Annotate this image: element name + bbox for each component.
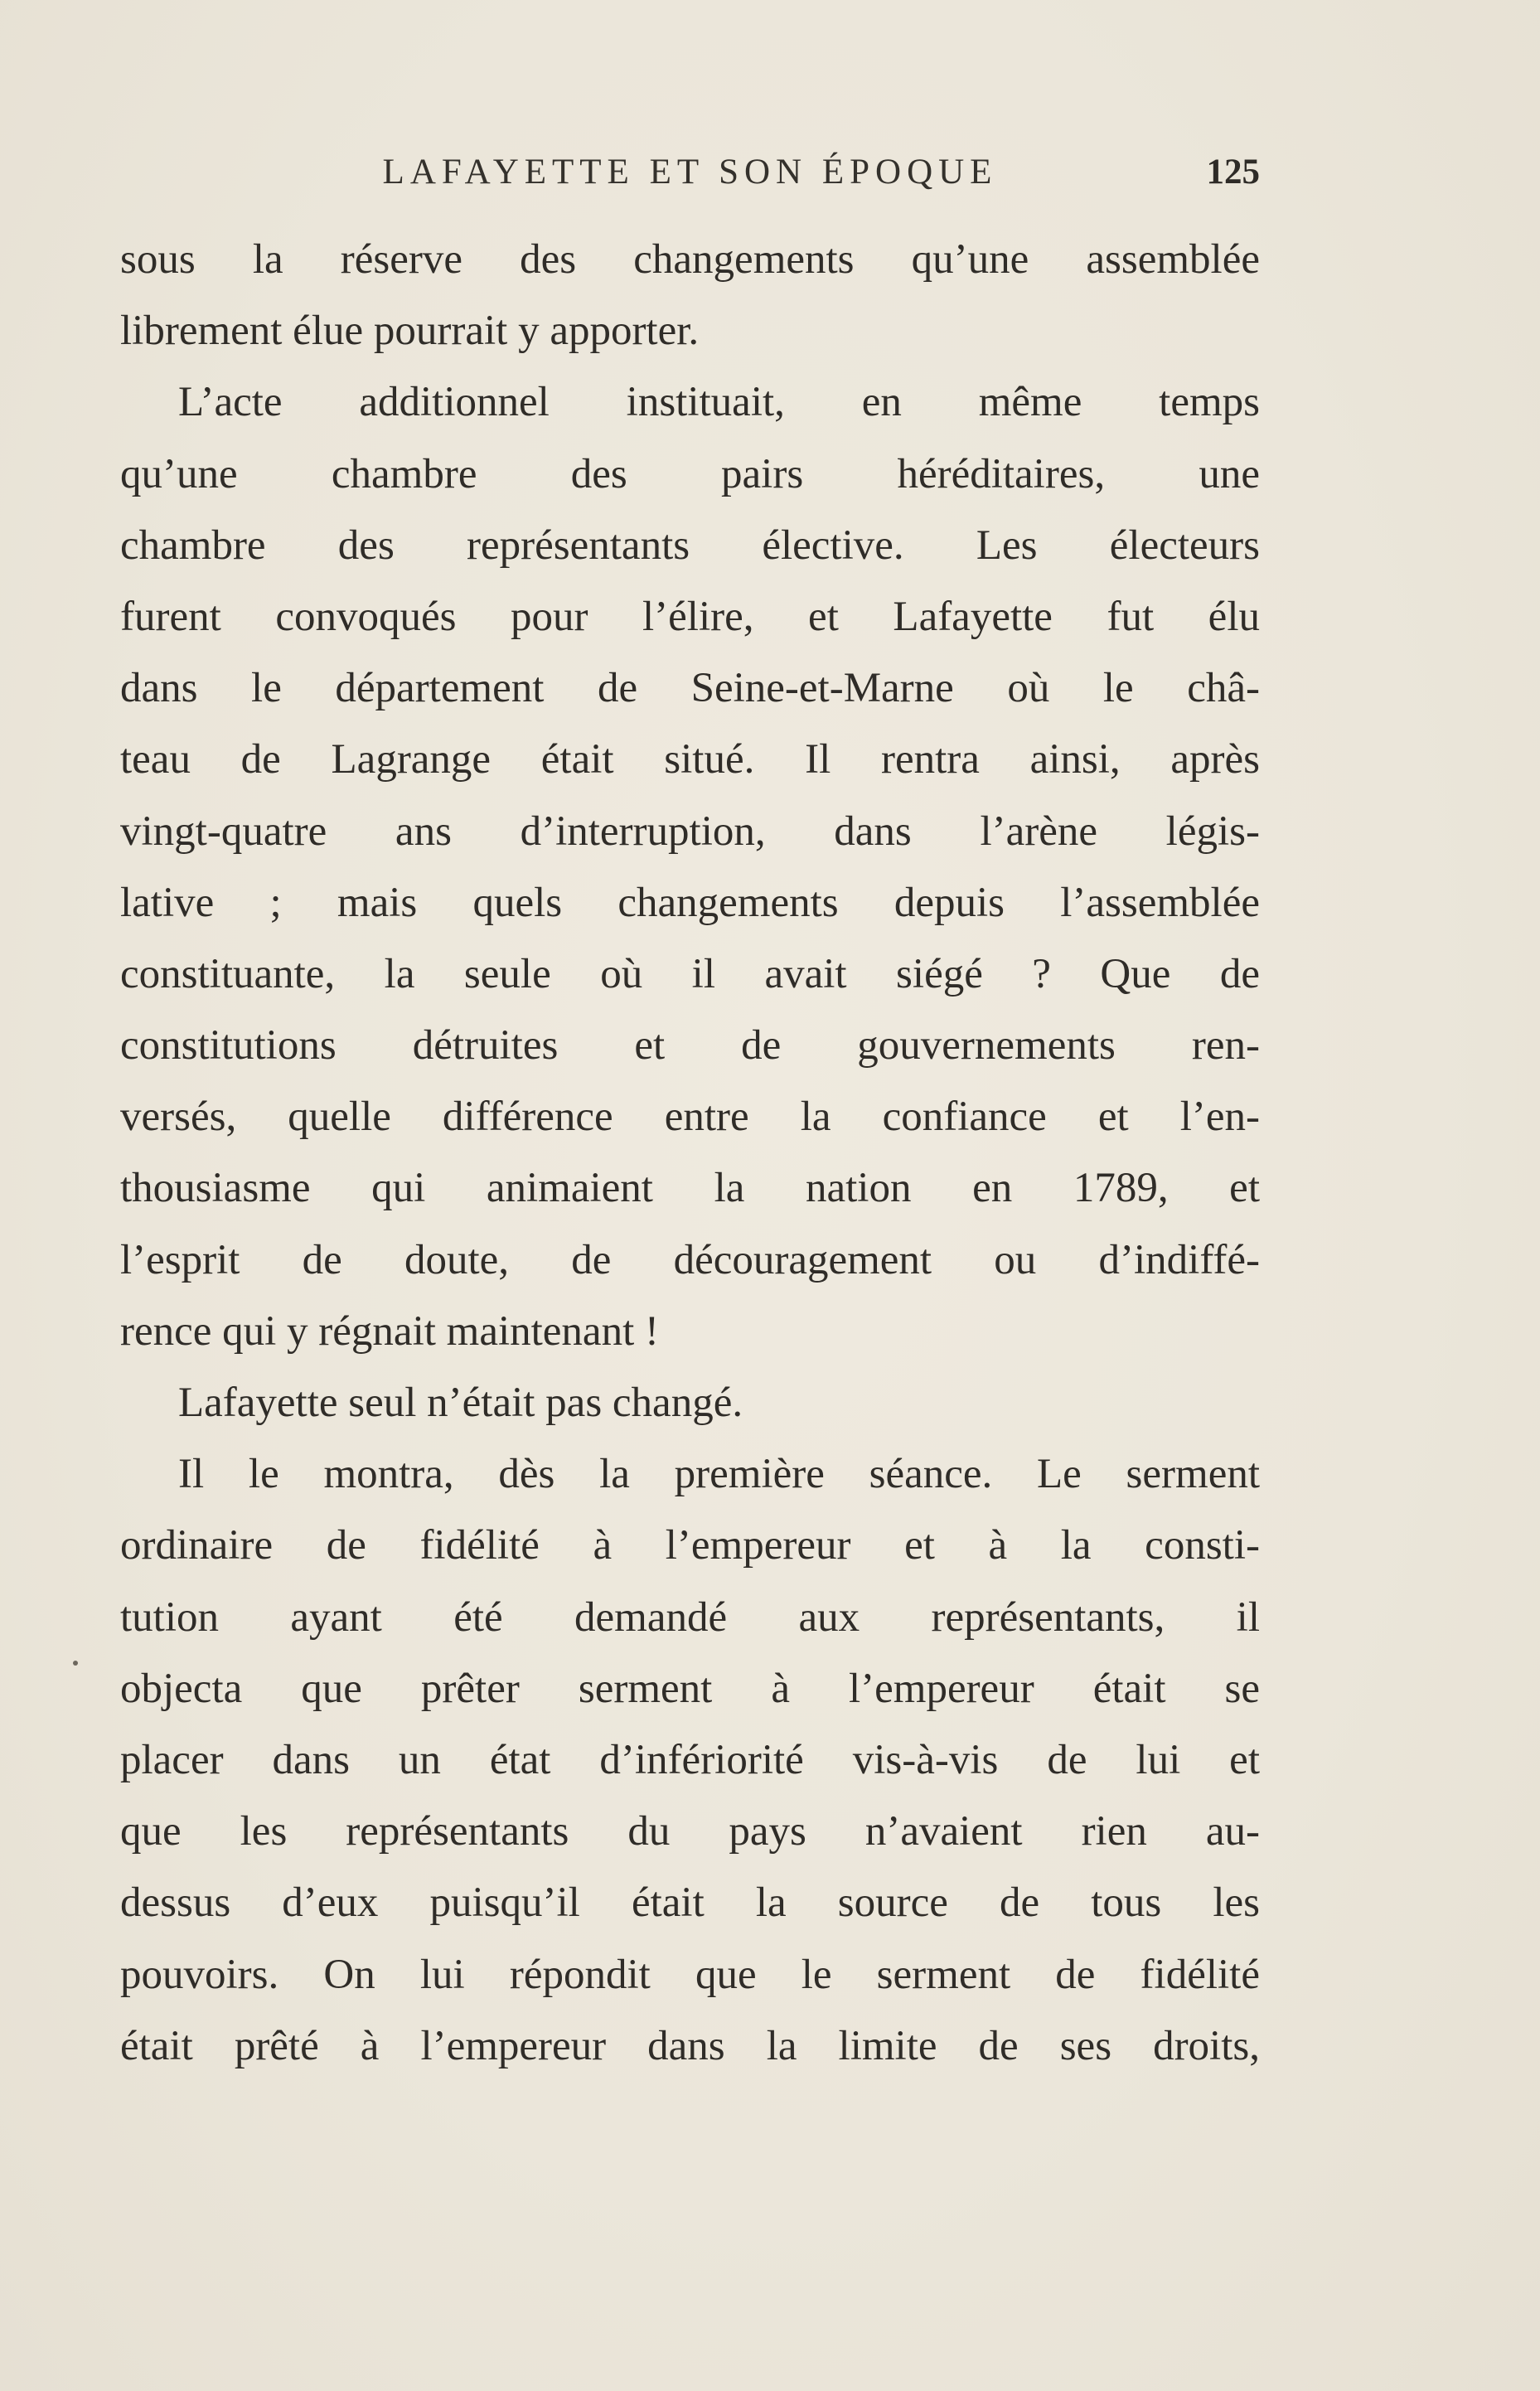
text-line: furent convoqués pour l’élire, et Lafayette fut élu bbox=[120, 593, 1260, 640]
text-line: lative ; mais quels changements depuis l’assemblée bbox=[120, 879, 1260, 926]
text-line: objecta que prêter serment à l’empereur était se bbox=[120, 1665, 1260, 1712]
text-line: que les représentants du pays n’avaient rien au- bbox=[120, 1808, 1260, 1855]
text-line: versés, quelle différence entre la confiance et l’en- bbox=[120, 1094, 1260, 1141]
text-line: ordinaire de fidélité à l’empereur et à la consti- bbox=[120, 1522, 1260, 1569]
text-line: Il le montra, dès la première séance. Le serment bbox=[178, 1451, 1260, 1498]
text-line: chambre des représentants élective. Les électeurs bbox=[120, 521, 1260, 569]
text-line: rence qui y régnait maintenant ! bbox=[120, 1307, 659, 1355]
text-line: placer dans un état d’infériorité vis-à-vis de lui et bbox=[120, 1736, 1260, 1783]
body-text bbox=[120, 224, 1260, 2082]
text-line: dessus d’eux puisqu’il était la source de tous les bbox=[120, 1879, 1260, 1927]
text-line: L’acte additionnel instituait, en même temps bbox=[178, 379, 1260, 426]
text-line: dans le département de Seine-et-Marne où le châ- bbox=[120, 665, 1260, 712]
text-line: librement élue pourrait y apporter. bbox=[120, 308, 700, 355]
running-head bbox=[120, 148, 1260, 197]
text-line: constitutions détruites et de gouvernements ren- bbox=[120, 1022, 1260, 1069]
text-line: tution ayant été demandé aux représentants, il bbox=[120, 1593, 1260, 1641]
text-line: qu’une chambre des pairs héréditaires, une bbox=[120, 450, 1260, 497]
margin-mark bbox=[73, 1661, 78, 1666]
page-number: 125 bbox=[1206, 153, 1260, 192]
text-line: vingt-quatre ans d’interruption, dans l’arène légis- bbox=[120, 808, 1260, 855]
text-line: thousiasme qui animaient la nation en 1789, et bbox=[120, 1165, 1260, 1212]
text-line: sous la réserve des changements qu’une assemblée bbox=[120, 236, 1260, 283]
text-line: pouvoirs. On lui répondit que le serment de fidélité bbox=[120, 1951, 1260, 1998]
text-line: Lafayette seul n’était pas changé. bbox=[178, 1380, 743, 1426]
text-line: était prêté à l’empereur dans la limite de ses droits, bbox=[120, 2022, 1260, 2069]
running-title: LAFAYETTE ET SON ÉPOQUE bbox=[382, 153, 998, 192]
text-line: constituante, la seule où il avait siégé ? Que de bbox=[120, 950, 1260, 997]
text-line: teau de Lagrange était situé. Il rentra ainsi, après bbox=[120, 736, 1260, 783]
text-line: l’esprit de doute, de découragement ou d’indiffé- bbox=[120, 1236, 1260, 1283]
